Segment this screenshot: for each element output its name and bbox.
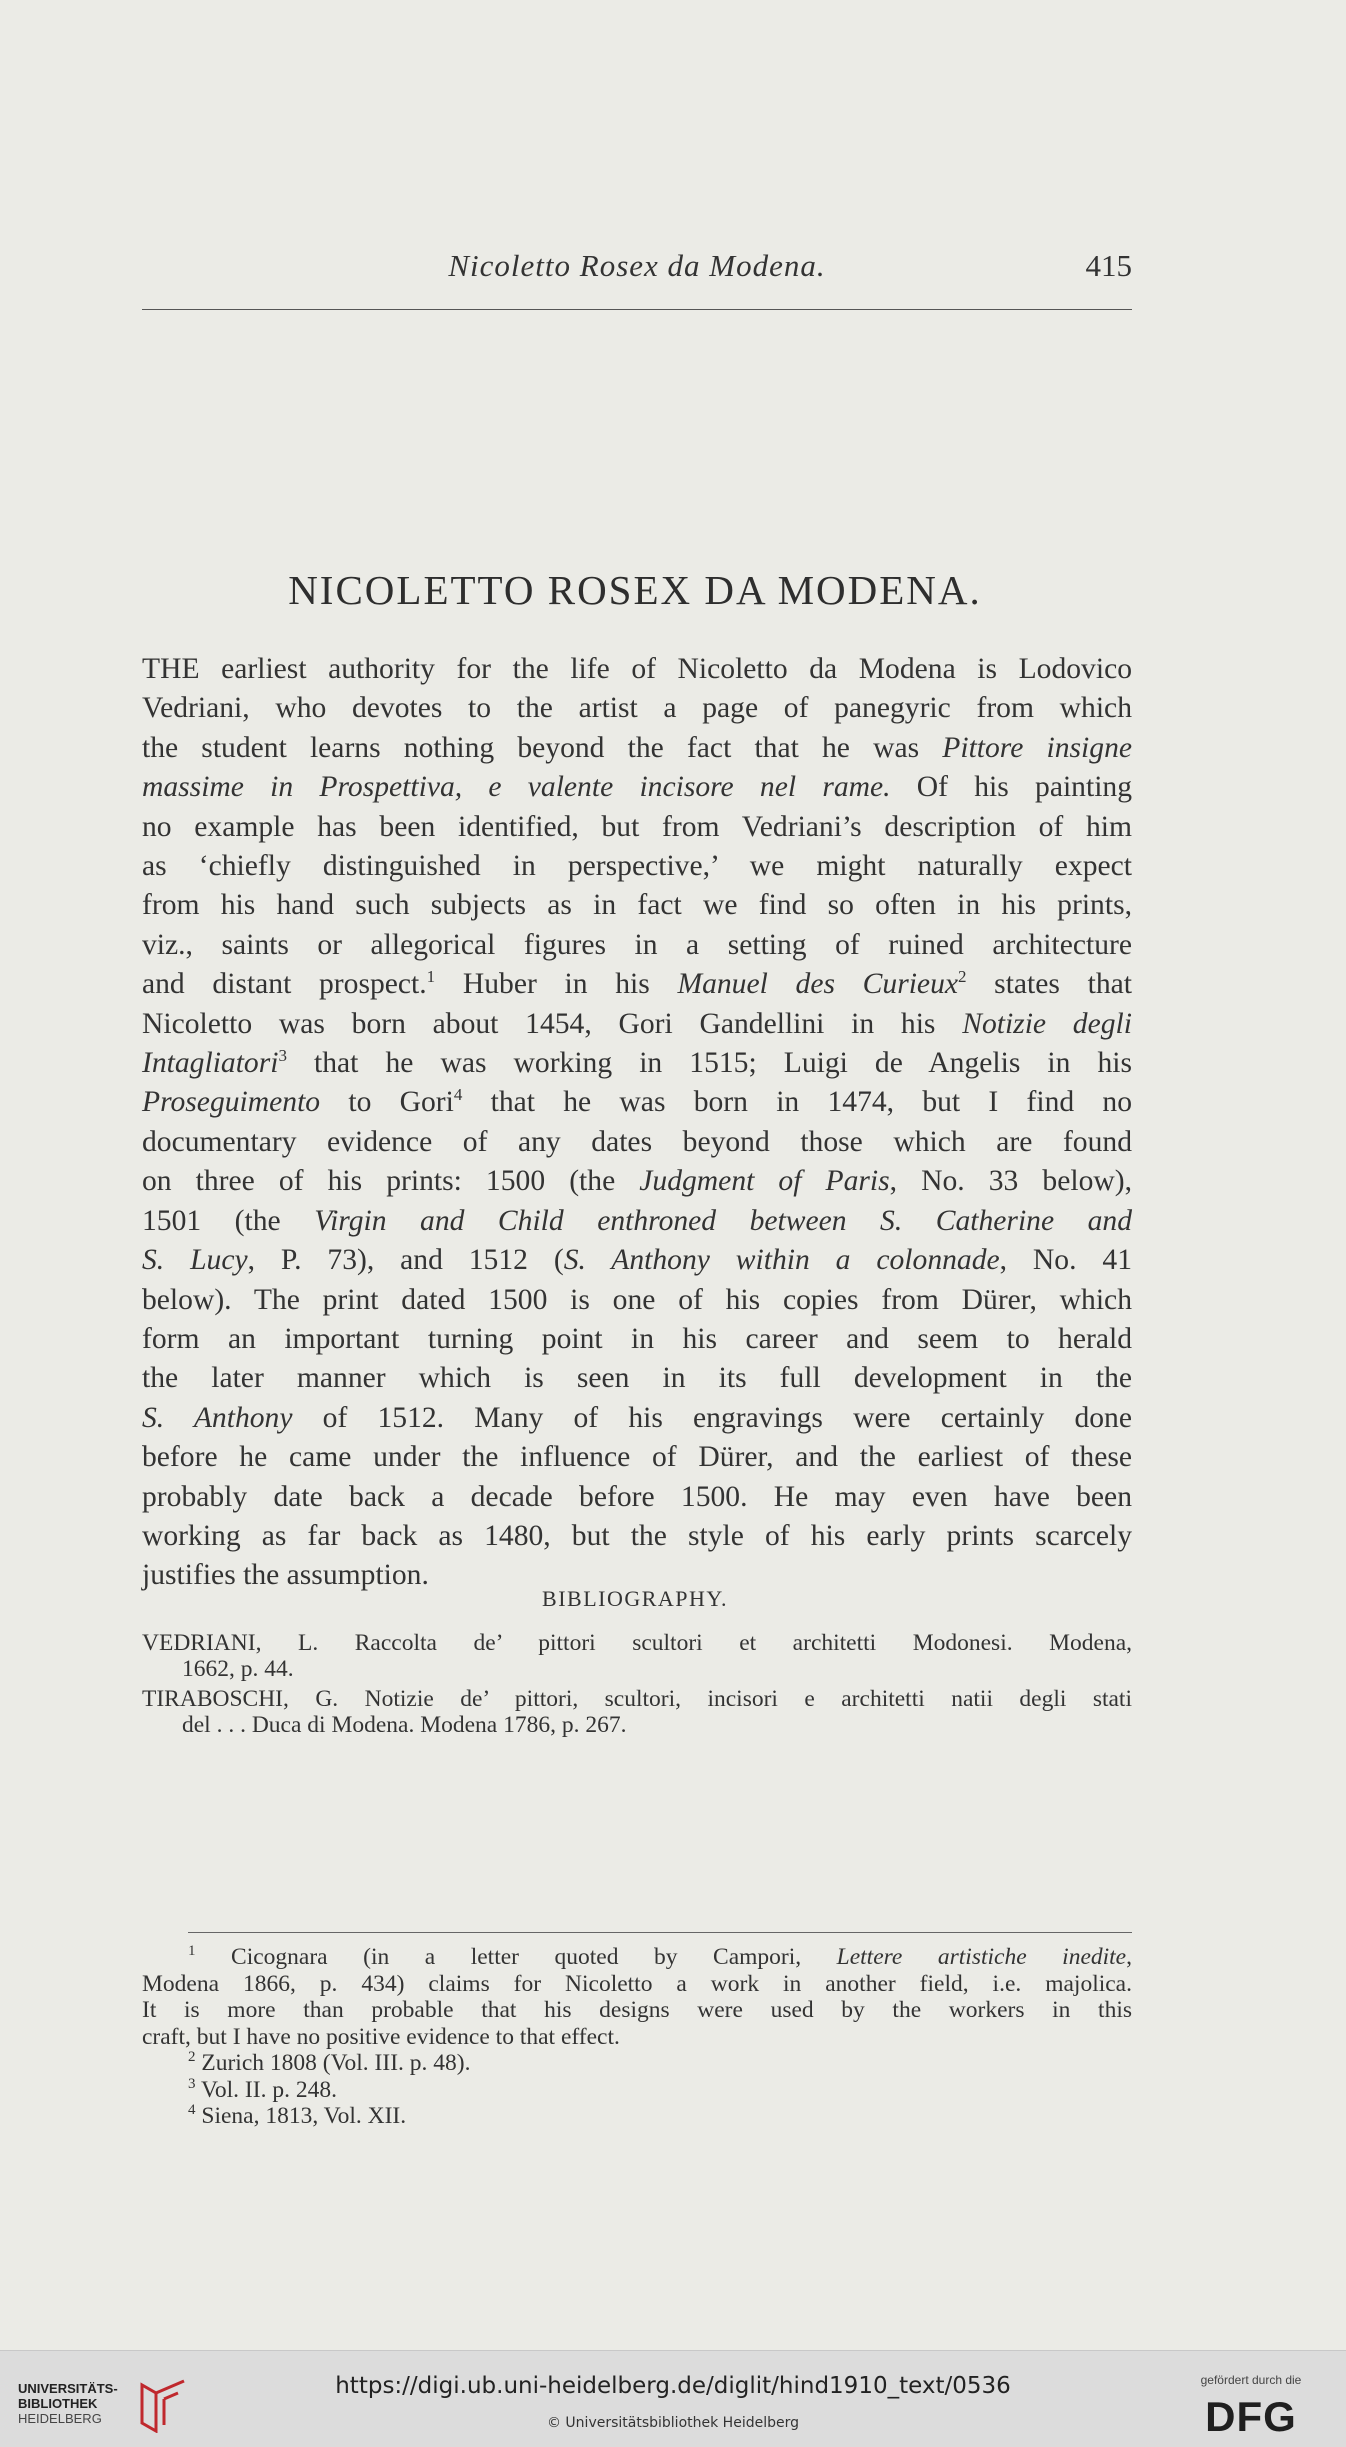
library-logo-text[interactable]: UNIVERSITÄTS- BIBLIOTHEK HEIDELBERG: [18, 2381, 118, 2426]
header-rule: [142, 309, 1132, 310]
text-line: below). The print dated 1500 is one of his copies from Dürer, which: [142, 1283, 1132, 1316]
text-line: 1501 (the Virgin and Child enthroned between S. Catherine and: [142, 1204, 1132, 1237]
text-line: viz., saints or allegorical figures in a setting of ruined architecture: [142, 928, 1132, 961]
footnote-ref: 4: [453, 1085, 463, 1105]
text-line: the student learns nothing beyond the fact that he was Pittore insigne: [142, 731, 1133, 764]
article-title: NICOLETTO ROSEX DA MODENA.: [288, 567, 982, 613]
text-line: S. Anthony of 1512. Many of his engravings were certainly done: [142, 1401, 1132, 1434]
text-line: THE earliest authority for the life of Nicoletto da Modena is Lodovico: [142, 653, 1132, 685]
footnote-1: $^1$ Cicognara (in a letter quoted by Campori, Lettere artistiche inedite,: [188, 1943, 1132, 1970]
footnote-3: $^3$ Vol. II. p. 248.: [188, 2075, 337, 2103]
copyright-notice: © Universitätsbibliothek Heidelberg: [546, 2415, 799, 2431]
text-line: massime in Prospettiva, e valente incisore nel rame. Of his painting: [142, 771, 1133, 804]
text-line: and distant prospect.$^1$ Huber in his Manuel des Curieux$^2$ states that: [142, 967, 1132, 1001]
footnote-2: $^2$ Zurich 1808 (Vol. III. p. 48).: [188, 2049, 471, 2076]
body-text: [142, 650, 1132, 1596]
text-line: as ‘chiefly distinguished in perspective,’ we might naturally expect: [142, 850, 1132, 883]
footnote-ref: 3: [278, 1046, 287, 1066]
footnote-ref: 1: [426, 967, 436, 987]
dfg-logo[interactable]: DFG: [1205, 2393, 1297, 2440]
viewer-footer: [0, 2350, 1346, 2447]
text-line: no example has been identified, but from Vedriani’s description of him: [142, 810, 1132, 843]
page-number: 415: [1085, 248, 1132, 283]
running-head: [142, 248, 1132, 288]
footnote-4: $^4$ Siena, 1813, Vol. XII.: [188, 2102, 407, 2129]
footnotes: $^1$ Cicognara (in a letter quoted by Campori, Lettere artistiche inedite, Modena 1866, p. 434) claims for Nicoletto a work in another field, i.e. majolica. It is more than probable that his designs were used by the workers in this craft, but I have no positive evidence to that effect. $^2$ Zurich 1808 (Vol. III. p. 48). $^3$ Vol. II. p. 248. $^4$ Siena, 1813, Vol. XII.: [142, 1943, 1132, 2129]
text-line: Proseguimento to Gori$^4$ that he was born in 1474, but I find no: [142, 1085, 1133, 1119]
running-title: Nicoletto Rosex da Modena.: [448, 248, 826, 283]
text-line: justifies the assumption.: [142, 1559, 429, 1592]
text-line: S. Lucy, P. 73), and 1512 (S. Anthony within a colonnade, No. 41: [142, 1244, 1132, 1277]
text-line: on three of his prints: 1500 (the Judgment of Paris, No. 33 below),: [142, 1165, 1132, 1198]
text-line: the later manner which is seen in its full development in the: [142, 1362, 1132, 1395]
footnote-ref: 2: [958, 967, 967, 987]
bibliography: [142, 1630, 1132, 1742]
text-line: Intagliatori$^3$ that he was working in 1515; Luigi de Angelis in his: [142, 1046, 1132, 1080]
text-line: documentary evidence of any dates beyond those which are found: [142, 1125, 1132, 1158]
permalink-url[interactable]: https://digi.ub.uni-heidelberg.de/diglit/hind1910_text/0536: [335, 2373, 1011, 2399]
bibliography-entry: TIRABOSCHI, G. Notizie de’ pittori, scultori, incisori e architetti natii degli stati del . . . Duca di Modena. Modena 1786, p. 267.: [142, 1686, 1132, 1738]
text-line: form an important turning point in his career and seem to herald: [142, 1322, 1132, 1355]
text-line: working as far back as 1480, but the style of his early prints scarcely: [142, 1519, 1132, 1552]
text-line: Nicoletto was born about 1454, Gori Gandellini in his Notizie degli: [142, 1007, 1132, 1040]
drop-word: THE: [142, 653, 200, 685]
bibliography-heading: BIBLIOGRAPHY.: [542, 1586, 728, 1611]
text-line: from his hand such subjects as in fact we find so often in his prints,: [142, 889, 1132, 922]
text-line: before he came under the influence of Dürer, and the earliest of these: [142, 1441, 1132, 1474]
bibliography-author: VEDRIANI: [142, 1630, 256, 1656]
bibliography-author: TIRABOSCHI: [142, 1686, 284, 1712]
footnote-rule: [188, 1932, 1132, 1933]
bibliography-entry: VEDRIANI, L. Raccolta de’ pittori scultori et architetti Modonesi. Modena, 1662, p. 44.: [142, 1630, 1132, 1682]
sponsor-note: gefördert durch die: [1200, 2373, 1302, 2387]
text-line: Vedriani, who devotes to the artist a page of panegyric from which: [142, 692, 1132, 725]
text-line: probably date back a decade before 1500. He may even have been: [142, 1480, 1132, 1513]
